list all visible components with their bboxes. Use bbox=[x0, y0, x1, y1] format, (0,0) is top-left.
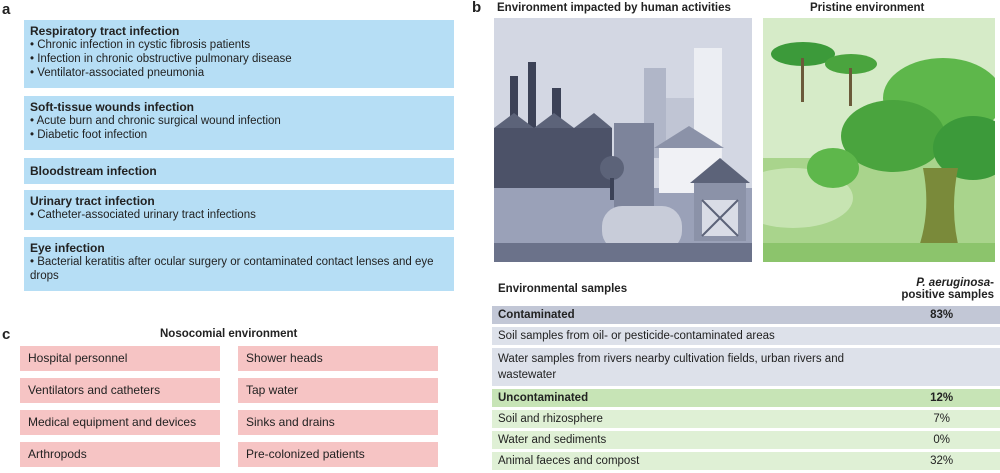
panel-label-c: c bbox=[2, 326, 11, 343]
nosocomial-item: Hospital personnel bbox=[20, 346, 220, 371]
infection-box-bloodstream bbox=[24, 158, 454, 184]
row-label: Animal faeces and compost bbox=[492, 452, 883, 470]
row-value bbox=[883, 327, 1000, 345]
infection-item: • Catheter-associated urinary tract infections bbox=[30, 208, 448, 222]
infection-title: Respiratory tract infection bbox=[30, 24, 180, 38]
nosocomial-item: Ventilators and catheters bbox=[20, 378, 220, 403]
row-label: Water and sediments bbox=[492, 431, 883, 449]
table-row bbox=[492, 348, 1000, 386]
table-row bbox=[492, 410, 1000, 428]
row-value: 7% bbox=[883, 410, 1000, 428]
impacted-environment-title: Environment impacted by human activities bbox=[497, 2, 731, 14]
infection-box-soft-tissue bbox=[24, 96, 454, 150]
panel-label-a: a bbox=[2, 1, 11, 18]
row-label: Soil and rhizosphere bbox=[492, 410, 883, 428]
column-header-samples: Environmental samples bbox=[498, 283, 628, 295]
nosocomial-item: Medical equipment and devices bbox=[20, 410, 220, 435]
column-header-rest: -positive samples bbox=[901, 277, 994, 301]
row-value bbox=[883, 348, 1000, 386]
species-name: P. aeruginosa bbox=[916, 277, 991, 289]
infection-item: • Bacterial keratitis after ocular surgery or contaminated contact lenses and eye drops bbox=[30, 255, 448, 283]
row-label: Soil samples from oil- or pesticide-contaminated areas bbox=[492, 327, 883, 345]
infection-title: Urinary tract infection bbox=[30, 194, 155, 208]
infection-title: Soft-tissue wounds infection bbox=[30, 100, 194, 114]
pristine-environment-title: Pristine environment bbox=[810, 2, 925, 14]
column-header-positive bbox=[883, 275, 1000, 303]
row-value: 83% bbox=[883, 306, 1000, 324]
nosocomial-item: Pre-colonized patients bbox=[238, 442, 438, 467]
infection-box-respiratory bbox=[24, 20, 454, 88]
infection-box-eye bbox=[24, 237, 454, 291]
infection-item: • Chronic infection in cystic fibrosis patients bbox=[30, 38, 448, 52]
table-row bbox=[492, 389, 1000, 407]
table-row bbox=[492, 452, 1000, 470]
row-value: 0% bbox=[883, 431, 1000, 449]
row-value: 32% bbox=[883, 452, 1000, 470]
nosocomial-title: Nosocomial environment bbox=[160, 328, 298, 340]
table-row bbox=[492, 327, 1000, 345]
nosocomial-item: Arthropods bbox=[20, 442, 220, 467]
infection-item: • Infection in chronic obstructive pulmonary disease bbox=[30, 52, 448, 66]
panel-label-b: b bbox=[472, 0, 482, 16]
infection-item: • Acute burn and chronic surgical wound infection bbox=[30, 114, 448, 128]
row-label: Water samples from rivers nearby cultivation fields, urban rivers and wastewater bbox=[492, 348, 883, 386]
row-value: 12% bbox=[883, 389, 1000, 407]
environmental-samples-table bbox=[492, 272, 1000, 473]
infection-item: • Diabetic foot infection bbox=[30, 128, 448, 142]
infection-title: Eye infection bbox=[30, 241, 105, 255]
infection-item: • Ventilator-associated pneumonia bbox=[30, 66, 448, 80]
nosocomial-item: Shower heads bbox=[238, 346, 438, 371]
infection-title: Bloodstream infection bbox=[30, 164, 157, 178]
row-label: Contaminated bbox=[492, 306, 883, 324]
table-row bbox=[492, 306, 1000, 324]
industrial-scene-illustration bbox=[494, 18, 752, 262]
table-row bbox=[492, 431, 1000, 449]
nosocomial-item: Sinks and drains bbox=[238, 410, 438, 435]
pristine-nature-illustration bbox=[763, 18, 995, 262]
table-header bbox=[492, 275, 1000, 303]
nosocomial-item: Tap water bbox=[238, 378, 438, 403]
row-label: Uncontaminated bbox=[492, 389, 883, 407]
infection-box-urinary bbox=[24, 190, 454, 230]
